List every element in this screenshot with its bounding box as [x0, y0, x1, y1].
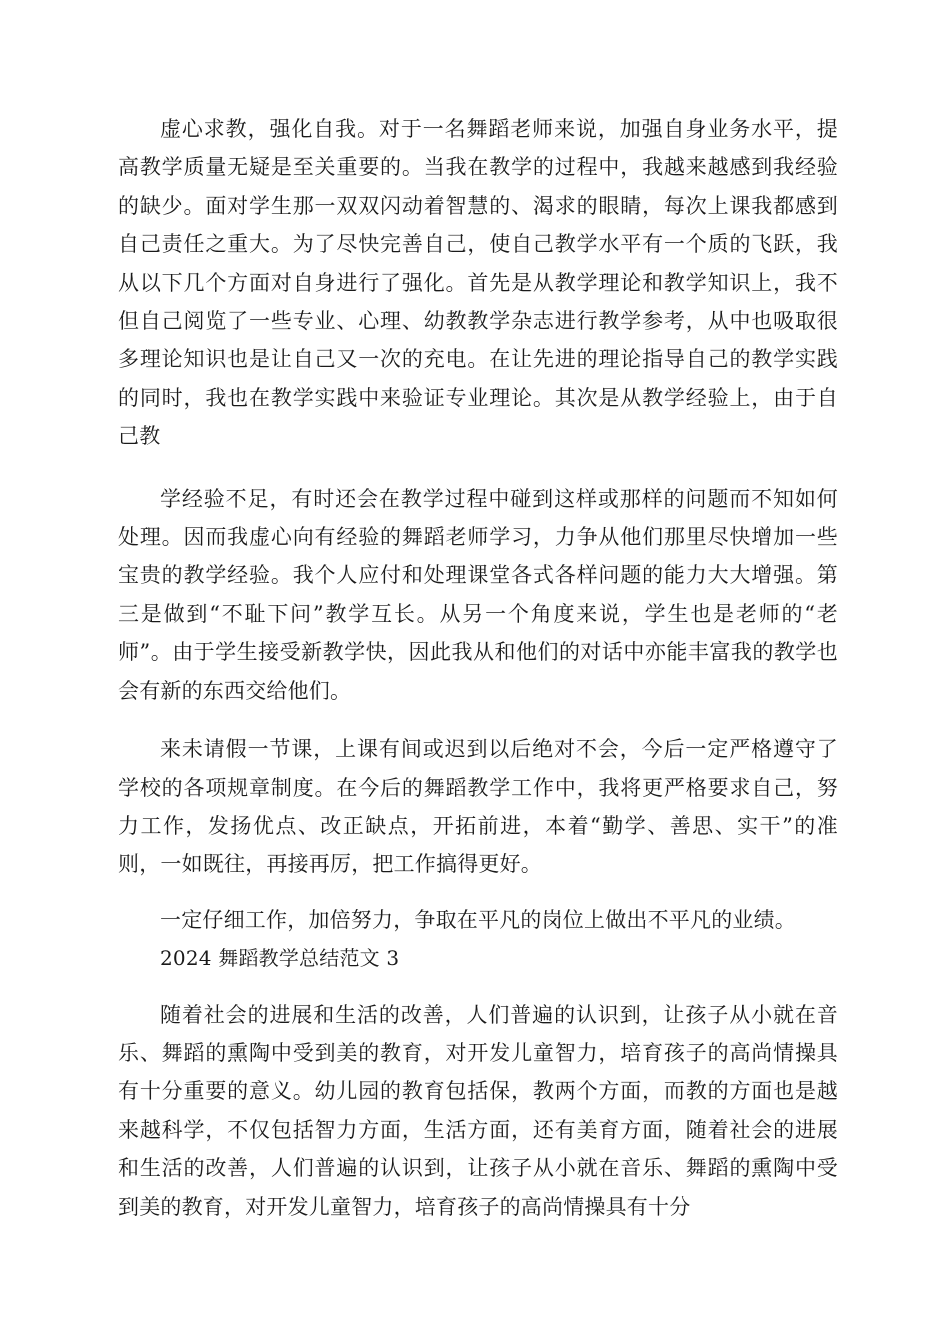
- paragraph-teaching-experience: 学经验不足，有时还会在教学过程中碰到这样或那样的问题而不知如何处理。因而我虚心向有经验的舞蹈老师学习，力争从他们那里尽快增加一些宝贵的教学经验。我个人应付和处理课堂各式各样问题的能力大大增强。第三是做到“不耻下问”教学互长。从另一个角度来说，学生也是老师的“老师”。由于学生接受新教学快，因此我从和他们的对话中亦能丰富我的教学也会有新的东西交给他们。: [118, 486, 838, 703]
- section-heading: 2024 舞蹈教学总结范文 3: [160, 946, 400, 971]
- paragraph-music-dance-education: 随着社会的进展和生活的改善，人们普遍的认识到，让孩子从小就在音乐、舞蹈的熏陶中受到美的教育，对开发儿童智力，培育孩子的高尚情操具有十分重要的意义。幼儿园的教育包括保，教两个方面，而教的方面也是越来越科学，不仅包括智力方面，生活方面，还有美育方面，随着社会的进展和生活的改善，人们普遍的认识到，让孩子从小就在音乐、舞蹈的熏陶中受到美的教育，对开发儿童智力，培育孩子的高尚情操具有十分: [118, 1002, 838, 1219]
- paragraph-commitment: 一定仔细工作，加倍努力，争取在平凡的岗位上做出不平凡的业绩。: [160, 907, 796, 932]
- document-body: [118, 110, 838, 1226]
- paragraph-discipline: 来未请假一节课，上课有间或迟到以后绝对不会，今后一定严格遵守了学校的各项规章制度。在今后的舞蹈教学工作中，我将更严格要求自己，努力工作，发扬优点、改正缺点，开拓前进，本着“勤学、善思、实干”的准则，一如既往，再接再厉，把工作搞得更好。: [118, 737, 838, 877]
- paragraph-self-improvement: 虚心求教，强化自我。对于一名舞蹈老师来说，加强自身业务水平，提高教学质量无疑是至关重要的。当我在教学的过程中，我越来越感到我经验的缺少。面对学生那一双双闪动着智慧的、渴求的眼睛，每次上课我都感到自己责任之重大。为了尽快完善自己，使自己教学水平有一个质的飞跃，我从以下几个方面对自身进行了强化。首先是从教学理论和教学知识上，我不但自己阅览了一些专业、心理、幼教教学杂志进行教学参考，从中也吸取很多理论知识也是让自己又一次的充电。在让先进的理论指导自己的教学实践的同时，我也在教学实践中来验证专业理论。其次是从教学经验上，由于自己教: [118, 117, 838, 449]
